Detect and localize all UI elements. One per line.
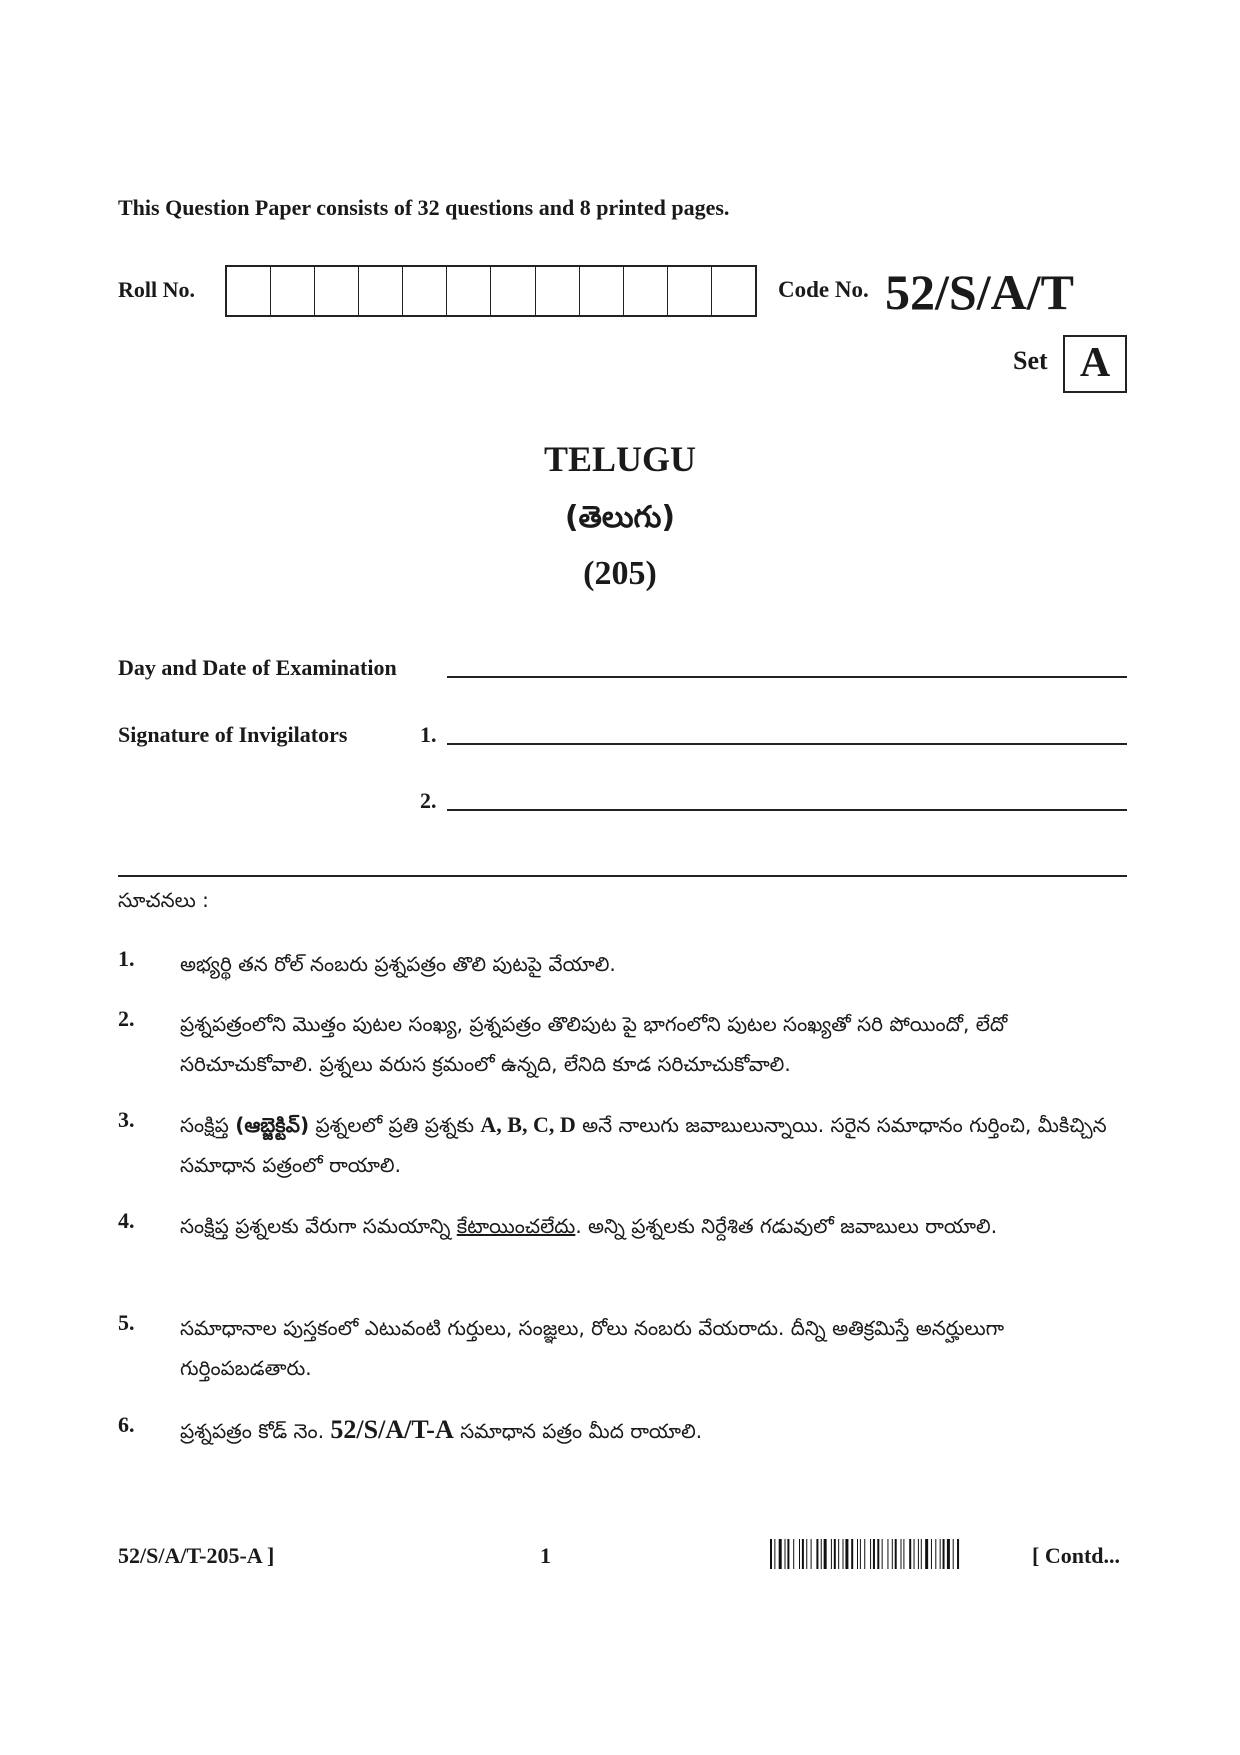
- instruction-text-part: సంక్షిప్త ప్రశ్నలకు వేరుగా సమయాన్ని: [180, 1214, 457, 1238]
- footer-paper-code: 52/S/A/T-205-A ]: [118, 1543, 275, 1568]
- signature-2-field[interactable]: [447, 809, 1127, 811]
- subject-code: (205): [583, 555, 657, 592]
- instruction-text-part: అనే నాలుగు జవాబులున్నాయి. సరైన సమాధానం గుర్తించి, మీకిచ్చిన సమాధాన పత్రంలో రాయాలి.: [180, 1113, 1107, 1177]
- code-number-value: 52/S/A/T: [885, 264, 1074, 320]
- roll-number-digit-box[interactable]: [227, 267, 271, 315]
- instruction-text-part: సమాధాన పత్రం మీద రాయాలి.: [453, 1419, 703, 1443]
- instruction-text: [180, 1206, 1127, 1246]
- roll-number-digit-box[interactable]: [536, 267, 580, 315]
- instruction-text-part: సంక్షిప్త: [180, 1113, 236, 1137]
- roll-number-digit-box[interactable]: [271, 267, 315, 315]
- signature-1-number: 1.: [420, 722, 437, 747]
- instruction-text-part: ప్రశ్నలలో ప్రతి ప్రశ్నకు: [309, 1113, 481, 1137]
- invigilator-signature-label: Signature of Invigilators: [118, 722, 348, 747]
- roll-number-digit-box[interactable]: [359, 267, 403, 315]
- instruction-text: సమాధానాల పుస్తకంలో ఎటువంటి గుర్తులు, సంజ్ఞలు, రోలు నంబరు వేయరాదు. దీన్ని అతిక్రమిస్తే అనర్హులుగా గుర్తింపబడతారు.: [180, 1316, 1005, 1380]
- subject-title-telugu: (తెలుగు): [564, 500, 676, 535]
- instruction-number: 6.: [118, 1412, 135, 1437]
- roll-number-digit-box[interactable]: [580, 267, 624, 315]
- set-label: Set: [1013, 346, 1048, 375]
- signature-1-field[interactable]: [447, 743, 1127, 745]
- roll-number-digit-box[interactable]: [712, 267, 755, 315]
- instruction-number: 3.: [118, 1107, 135, 1132]
- roll-number-digit-box[interactable]: [447, 267, 491, 315]
- roll-number-digit-box[interactable]: [624, 267, 668, 315]
- underlined-term: కేటాయించలేదు: [456, 1214, 576, 1238]
- instruction-text-part: . అన్ని ప్రశ్నలకు నిర్దేశిత గడువులో జవాబులు రాయాలి.: [575, 1214, 998, 1238]
- header-note: This Question Paper consists of 32 questions and 8 printed pages.: [118, 195, 730, 220]
- answer-sheet-code: 52/S/A/T-A: [330, 1415, 454, 1444]
- barcode-icon: [770, 1539, 1025, 1569]
- answer-options: A, B, C, D: [480, 1112, 576, 1137]
- instructions-title: సూచనలు :: [118, 888, 209, 912]
- instruction-number: 4.: [118, 1208, 135, 1233]
- instruction-number: 1.: [118, 946, 135, 971]
- instruction-text: అభ్యర్థి తన రోల్ నంబరు ప్రశ్నపత్రం తొలి పుటపై వేయాలి.: [180, 952, 616, 976]
- roll-number-label: Roll No.: [118, 277, 195, 302]
- instruction-text: [180, 1410, 1127, 1451]
- signature-2-number: 2.: [420, 788, 437, 813]
- exam-date-field[interactable]: [447, 676, 1127, 678]
- section-divider: [118, 875, 1127, 877]
- exam-date-label: Day and Date of Examination: [118, 655, 397, 680]
- roll-number-digit-box[interactable]: [491, 267, 535, 315]
- roll-number-boxes[interactable]: [225, 265, 757, 317]
- roll-number-digit-box[interactable]: [315, 267, 359, 315]
- footer-page-number: 1: [540, 1543, 551, 1568]
- set-value-box: A: [1063, 335, 1127, 393]
- instruction-text: [180, 1105, 1127, 1185]
- roll-number-digit-box[interactable]: [403, 267, 447, 315]
- instruction-number: 2.: [118, 1006, 135, 1031]
- roll-number-digit-box[interactable]: [668, 267, 712, 315]
- instruction-number: 5.: [118, 1310, 135, 1335]
- instruction-text-part: ప్రశ్నపత్రం కోడ్ నెం.: [180, 1419, 331, 1443]
- instruction-text: ప్రశ్నపత్రంలోని మొత్తం పుటల సంఖ్య, ప్రశ్నపత్రం తొలిపుట పై భాగంలోని పుటల సంఖ్యతో సరి పోయిందో, లేదో సరిచూచుకోవాలి. ప్రశ్నలు వరుస క్రమంలో ఉన్నది, లేనిది కూడ సరిచూచుకోవాలి.: [180, 1012, 1008, 1076]
- subject-title-english: TELUGU: [543, 439, 697, 479]
- code-number-label: Code No.: [778, 277, 869, 302]
- footer-continued: [ Contd...: [1032, 1543, 1121, 1568]
- objective-term: (ఆబ్జెక్టివ్): [235, 1113, 310, 1137]
